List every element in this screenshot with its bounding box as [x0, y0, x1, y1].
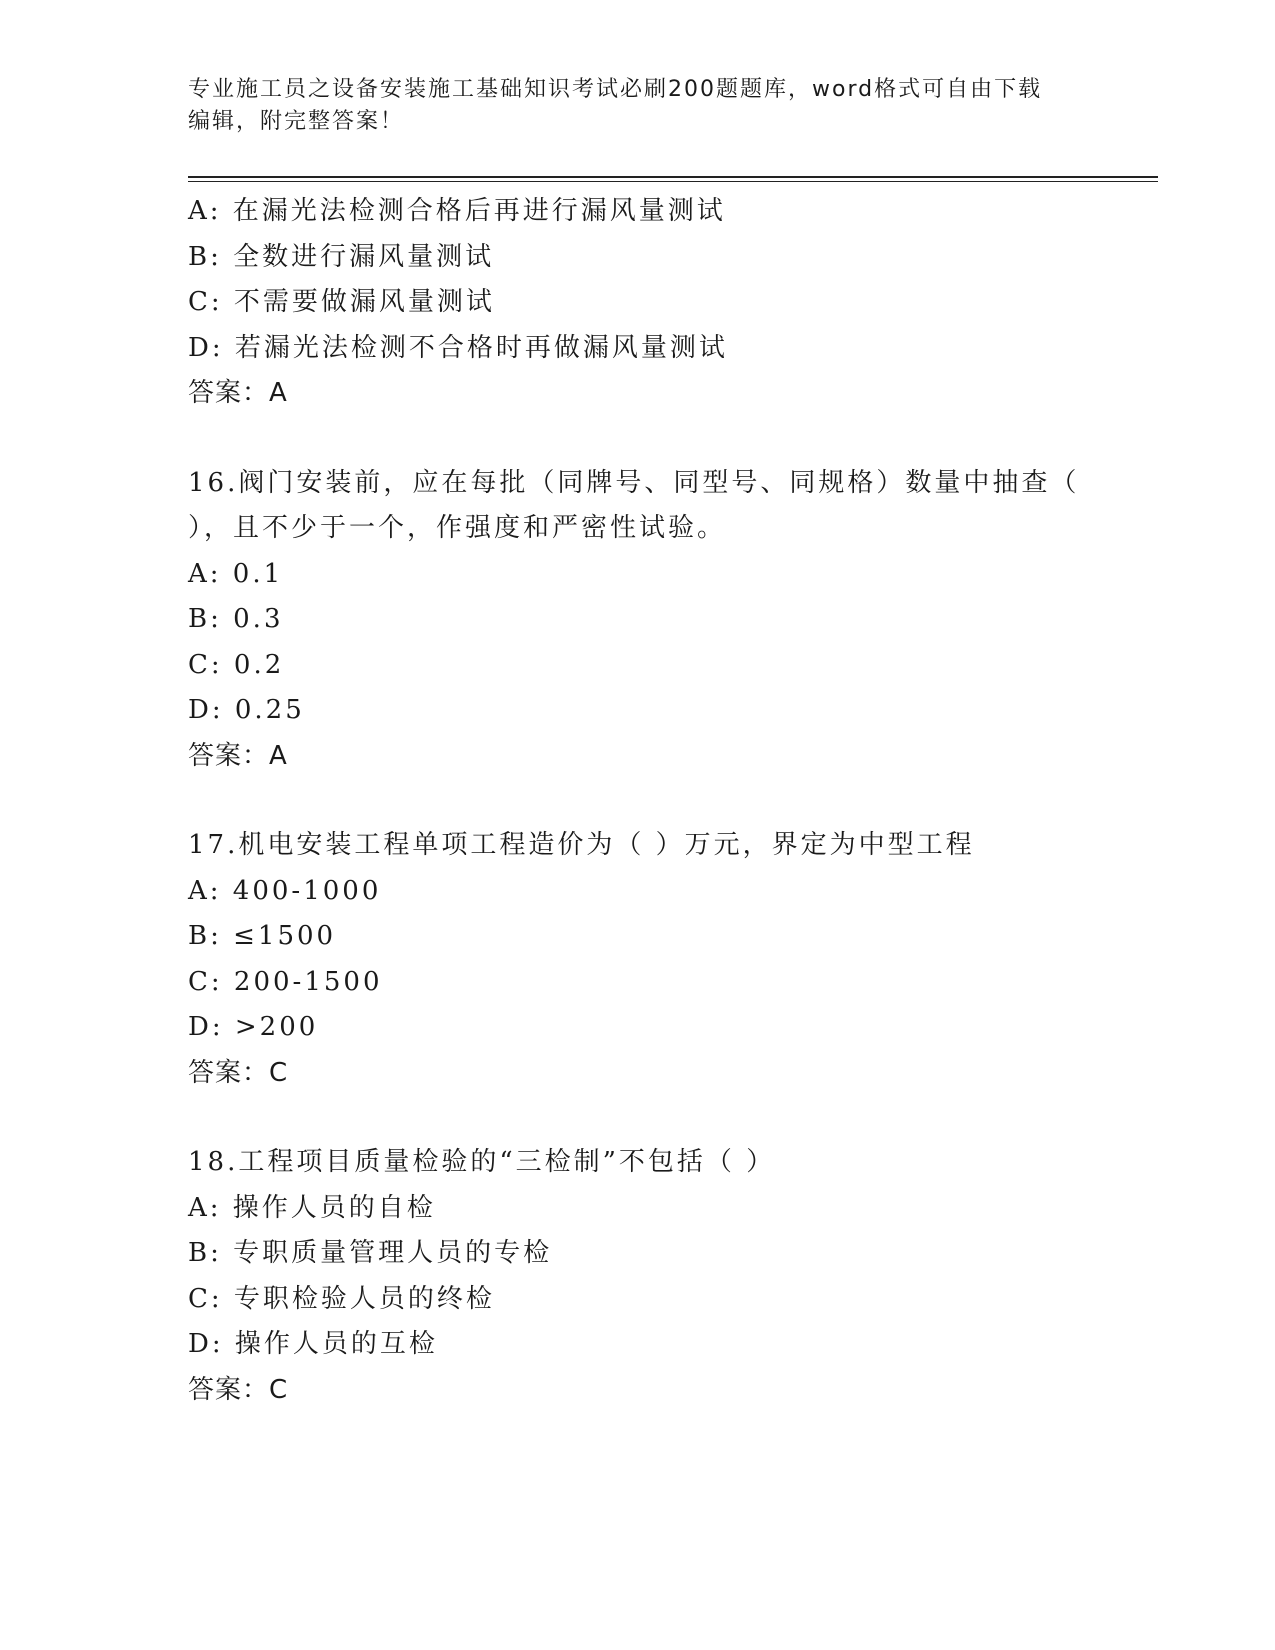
question-stem-line-2: ），且不少于一个，作强度和严密性试验。	[188, 513, 727, 543]
question-block	[188, 1140, 1088, 1413]
option-c: C: 不需要做漏风量测试	[188, 287, 495, 317]
header-divider-thin	[188, 181, 1158, 182]
answer-line: 答案：A	[188, 740, 288, 771]
option-a: A: 在漏光法检测合格后再进行漏风量测试	[188, 196, 726, 226]
question-spacer	[188, 779, 1088, 823]
option-d: D: 操作人员的互检	[188, 1329, 438, 1359]
header-title-line-1: 专业施工员之设备安装施工基础知识考试必刷200题题库，word格式可自由下载	[188, 77, 1043, 102]
question-block	[188, 189, 1088, 417]
option-d: D: 0.25	[188, 695, 305, 725]
question-block	[188, 461, 1088, 780]
option-b: B: 0.3	[188, 604, 284, 634]
option-b: B: 全数进行漏风量测试	[188, 241, 495, 272]
answer-line: 答案：C	[188, 1374, 289, 1405]
header-title-line-2: 编辑，附完整答案！	[188, 109, 405, 134]
option-a: A: 400-1000	[188, 875, 382, 906]
answer-line: 答案：C	[188, 1057, 289, 1088]
option-d: D: >200	[188, 1012, 319, 1042]
answer-line: 答案：A	[188, 378, 288, 408]
option-c: C: 0.2	[188, 649, 285, 680]
question-spacer	[188, 1096, 1088, 1140]
option-b: B: 专职质量管理人员的专检	[188, 1238, 553, 1268]
option-a: A: 操作人员的自检	[188, 1192, 436, 1223]
option-c: C: 200-1500	[188, 966, 383, 997]
option-c: C: 专职检验人员的终检	[188, 1283, 495, 1314]
question-stem-line-1: 17.机电安装工程单项工程造价为（ ）万元，界定为中型工程	[188, 830, 975, 860]
question-spacer	[188, 417, 1088, 461]
question-block	[188, 823, 1088, 1096]
option-b: B: ≤1500	[188, 921, 337, 951]
option-a: A: 0.1	[188, 558, 284, 589]
header-divider-thick	[188, 176, 1158, 178]
document-header	[188, 74, 1088, 138]
option-d: D: 若漏光法检测不合格时再做漏风量测试	[188, 332, 728, 363]
question-list	[188, 189, 1088, 1413]
question-stem-line-1: 16.阀门安装前，应在每批（同牌号、同型号、同规格）数量中抽查（	[188, 467, 1080, 498]
question-stem-line-1: 18.工程项目质量检验的“三检制”不包括（ ）	[188, 1147, 776, 1177]
